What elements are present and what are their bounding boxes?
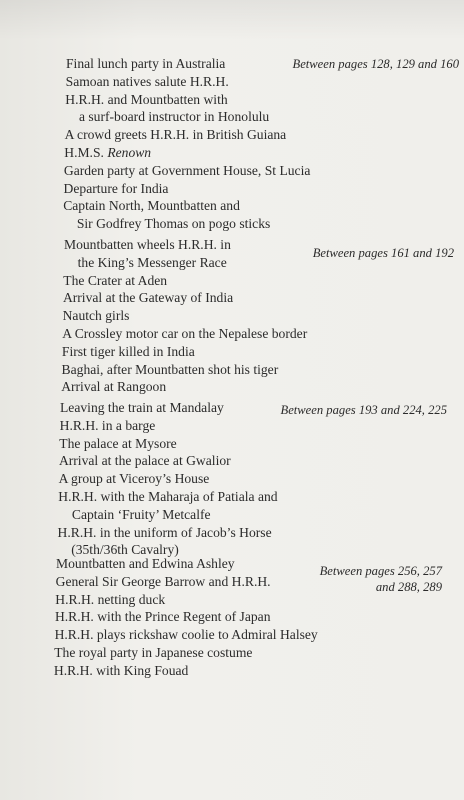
illustration-caption: H.R.H. and Mountbatten with xyxy=(65,91,228,107)
page-range: Between pages 193 and 224, 225 xyxy=(280,403,447,417)
illustration-caption: Baghai, after Mountbatten shot his tiger xyxy=(61,361,279,377)
illustration-caption: H.R.H. netting duck xyxy=(55,591,166,607)
page-shadow xyxy=(0,0,464,40)
illustration-caption: Arrival at the Gateway of India xyxy=(62,290,234,306)
illustration-caption: Garden party at Government House, St Lucia xyxy=(63,162,311,178)
illustration-caption: Mountbatten wheels H.R.H. in xyxy=(64,237,231,252)
illustration-caption: Leaving the train at Mandalay xyxy=(60,400,224,415)
illustration-caption: Arrival at Rangoon xyxy=(61,379,167,395)
illustration-caption: H.R.H. in the uniform of Jacob’s Horse xyxy=(57,524,272,540)
illustration-caption: Mountbatten and Edwina Ashley xyxy=(56,556,235,571)
illustration-caption: (35th/36th Cavalry) xyxy=(71,542,179,558)
illustration-caption: H.R.H. in a barge xyxy=(59,417,156,433)
illustration-caption: First tiger killed in India xyxy=(61,343,195,359)
illustration-caption: a surf-board instructor in Honolulu xyxy=(78,109,270,125)
illustration-caption: Captain North, Mountbatten and xyxy=(63,198,240,214)
illustration-caption: Final lunch party in Australia xyxy=(66,56,226,71)
illustration-caption: H.R.H. plays rickshaw coolie to Admiral Halsey xyxy=(54,627,318,643)
illustration-caption: Nautch girls xyxy=(62,308,130,324)
illustration-caption: H.R.H. with the Prince Regent of Japan xyxy=(54,609,271,625)
page-range: Between pages 128, 129 and 160 xyxy=(292,57,459,71)
illustration-caption: H.R.H. with King Fouad xyxy=(53,662,189,678)
illustration-caption: The palace at Mysore xyxy=(59,435,177,451)
illustration-caption: Sir Godfrey Thomas on pogo sticks xyxy=(76,216,271,232)
illustration-caption: General Sir George Barrow and H.R.H. xyxy=(55,573,271,589)
illustration-caption: the King’s Messenger Race xyxy=(77,254,227,270)
illustration-caption: Arrival at the palace at Gwalior xyxy=(58,453,231,469)
illustration-caption: A Crossley motor car on the Nepalese border xyxy=(62,326,308,341)
illustration-caption: Captain ‘Fruity’ Metcalfe xyxy=(71,506,211,522)
illustration-caption: Samoan natives salute H.R.H. xyxy=(65,73,229,89)
page-range: Between pages 256, 257 xyxy=(319,564,442,578)
illustration-caption: H.R.H. with the Maharaja of Patiala and xyxy=(58,489,278,504)
illustration-caption: The Crater at Aden xyxy=(63,272,168,288)
page-range: Between pages 161 and 192 xyxy=(312,246,454,260)
page-range: and 288, 289 xyxy=(375,580,442,594)
illustration-caption: A group at Viceroy’s House xyxy=(58,471,210,487)
illustration-caption: A crowd greets H.R.H. in British Guiana xyxy=(64,127,287,143)
illustration-caption: Departure for India xyxy=(63,180,169,196)
illustration-caption: The royal party in Japanese costume xyxy=(54,645,253,660)
illustration-caption: H.M.S. Renown xyxy=(64,145,152,160)
